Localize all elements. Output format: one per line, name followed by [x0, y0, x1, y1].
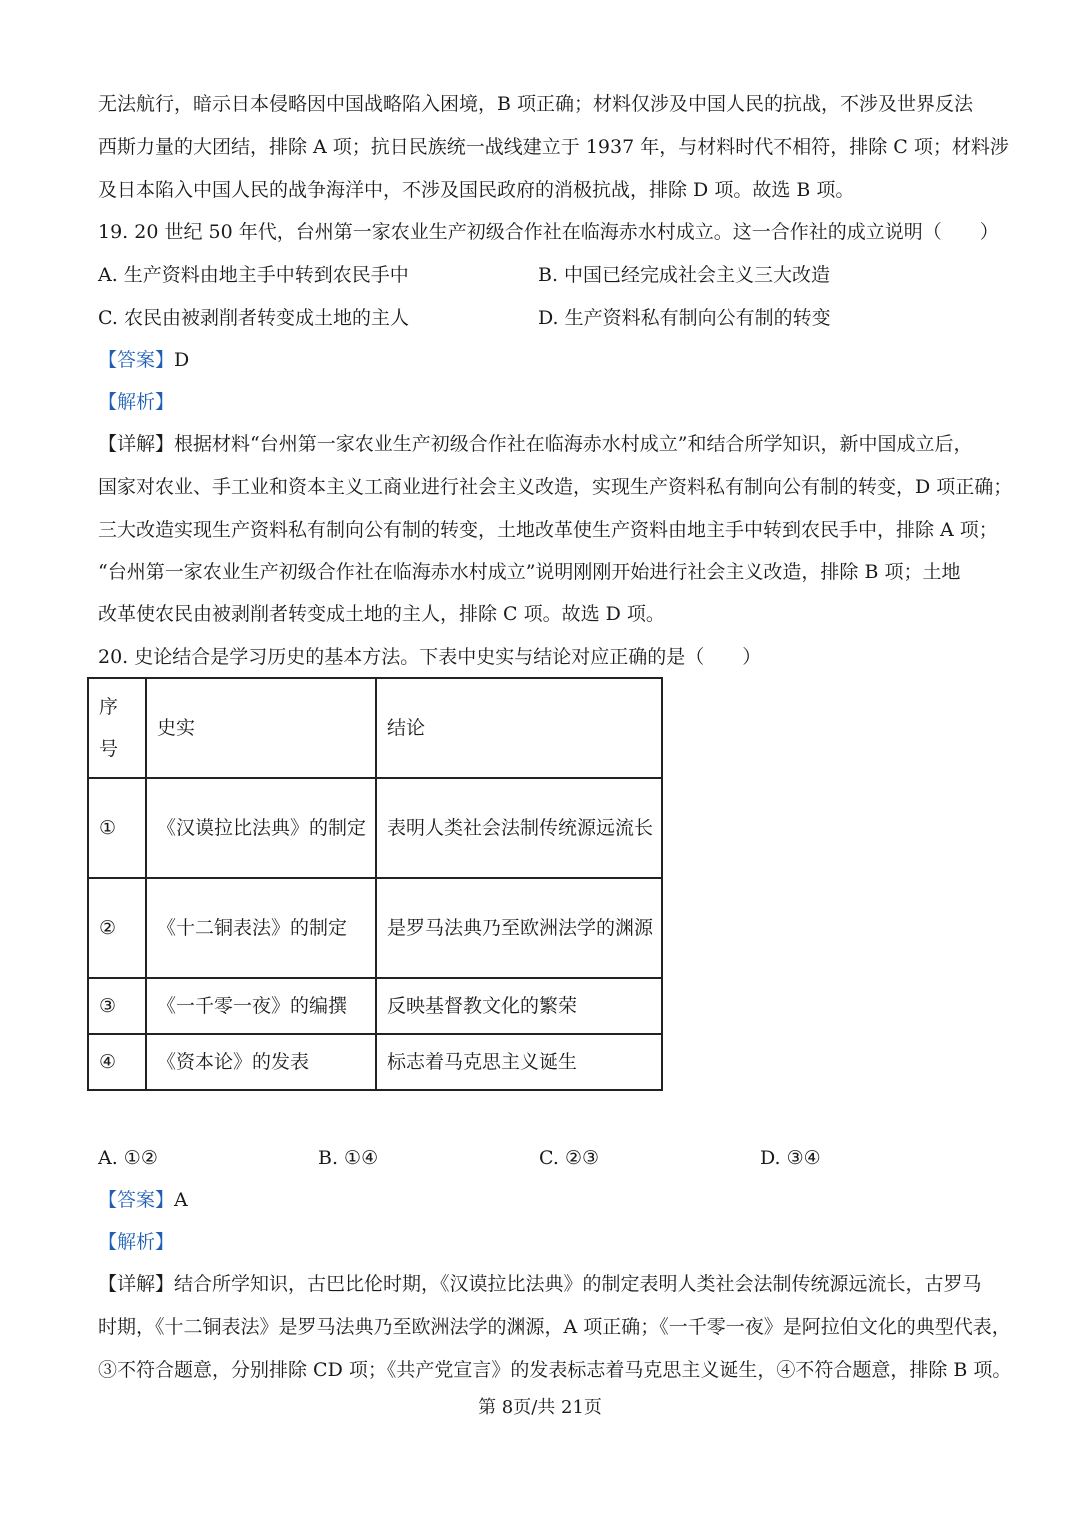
q20-detail-line: 时期，《十二铜表法》是罗马法典乃至欧洲法学的渊源，A 项正确；《一千零一夜》是阿拉伯文化的典型代表，: [98, 1316, 1011, 1338]
row-conclusion: 表明人类社会法制传统源远流长: [376, 778, 662, 878]
q20-analysis-tag: 【解析】: [98, 1231, 175, 1253]
answer-value: D: [174, 349, 190, 371]
header-index-text: 序号: [99, 696, 119, 760]
q19-option-c: C. 农民由被剥削者转变成土地的主人: [98, 307, 409, 329]
header-index: [88, 678, 146, 778]
row-index: ④: [88, 1034, 146, 1090]
row-index: ③: [88, 978, 146, 1034]
q19-answer: [98, 349, 189, 371]
table-row: [88, 978, 662, 1034]
row-conclusion: 标志着马克思主义诞生: [376, 1034, 662, 1090]
detail-tag: 【详解】: [98, 1273, 175, 1295]
header-conclusion: 结论: [376, 678, 662, 778]
answer-value: A: [174, 1189, 188, 1211]
q20-option-a: A. ①②: [98, 1147, 158, 1169]
detail-text: 结合所学知识，古巴比伦时期，《汉谟拉比法典》的制定表明人类社会法制传统源远流长，古罗马: [174, 1273, 982, 1295]
row-index: ②: [88, 878, 146, 978]
q20-stem: 20. 史论结合是学习历史的基本方法。下表中史实与结论对应正确的是（ ）: [98, 646, 762, 668]
q19-option-a: A. 生产资料由地主手中转到农民手中: [98, 264, 409, 286]
q19-detail-line: “台州第一家农业生产初级合作社在临海赤水村成立”说明刚刚开始进行社会主义改造，排除 B 项；土地: [98, 561, 961, 583]
header-fact: 史实: [146, 678, 376, 778]
q19-option-d: D. 生产资料私有制向公有制的转变: [538, 307, 831, 329]
table-header-row: [88, 678, 662, 778]
q20-option-c: C. ②③: [539, 1147, 600, 1169]
row-fact: 《十二铜表法》的制定: [146, 878, 376, 978]
q20-option-d: D. ③④: [760, 1147, 821, 1169]
table-row: [88, 878, 662, 978]
row-index: ①: [88, 778, 146, 878]
q19-option-b: B. 中国已经完成社会主义三大改造: [538, 264, 831, 286]
q20-detail-line: ③不符合题意，分别排除 CD 项；《共产党宣言》的发表标志着马克思主义诞生，④不符合题意，排除 B 项。: [98, 1359, 1012, 1381]
detail-tag: 【详解】: [98, 433, 175, 455]
q19-stem: 19. 20 世纪 50 年代，台州第一家农业生产初级合作社在临海赤水村成立。这一合作社的成立说明（ ）: [98, 221, 999, 243]
answer-tag: 【答案】: [98, 1189, 175, 1211]
table-row: [88, 778, 662, 878]
answer-tag: 【答案】: [98, 349, 175, 371]
q19-detail-line: 三大改造实现生产资料私有制向公有制的转变，土地改革使生产资料由地主手中转到农民手中，排除 A 项；: [98, 519, 998, 541]
q20-option-b: B. ①④: [318, 1147, 379, 1169]
q19-analysis-tag: 【解析】: [98, 391, 175, 413]
q19-detail-line: [98, 433, 972, 455]
row-conclusion: 是罗马法典乃至欧洲法学的渊源: [376, 878, 662, 978]
row-fact: 《资本论》的发表: [146, 1034, 376, 1090]
history-table: [87, 677, 663, 1091]
row-fact: 《一千零一夜》的编撰: [146, 978, 376, 1034]
table-row: [88, 1034, 662, 1090]
page-footer: 第 8页/共 21页: [478, 1397, 602, 1418]
intro-line: 西斯力量的大团结，排除 A 项；抗日民族统一战线建立于 1937 年，与材料时代不相符，排除 C 项；材料涉: [98, 136, 1009, 158]
q20-answer: [98, 1189, 188, 1211]
q19-detail-line: 国家对农业、手工业和资本主义工商业进行社会主义改造，实现生产资料私有制向公有制的转变，D 项正确；: [98, 476, 1013, 498]
q19-detail-line: 改革使农民由被剥削者转变成土地的主人，排除 C 项。故选 D 项。: [98, 603, 665, 625]
detail-text: 根据材料“台州第一家农业生产初级合作社在临海赤水村成立”和结合所学知识，新中国成立后，: [174, 433, 973, 455]
row-conclusion: 反映基督教文化的繁荣: [376, 978, 662, 1034]
intro-line: 无法航行，暗示日本侵略因中国战略陷入困境，B 项正确；材料仅涉及中国人民的抗战，不涉及世界反法: [98, 93, 974, 115]
intro-line: 及日本陷入中国人民的战争海洋中，不涉及国民政府的消极抗战，排除 D 项。故选 B 项。: [98, 179, 855, 201]
row-fact: 《汉谟拉比法典》的制定: [146, 778, 376, 878]
q20-detail-line: [98, 1273, 982, 1295]
